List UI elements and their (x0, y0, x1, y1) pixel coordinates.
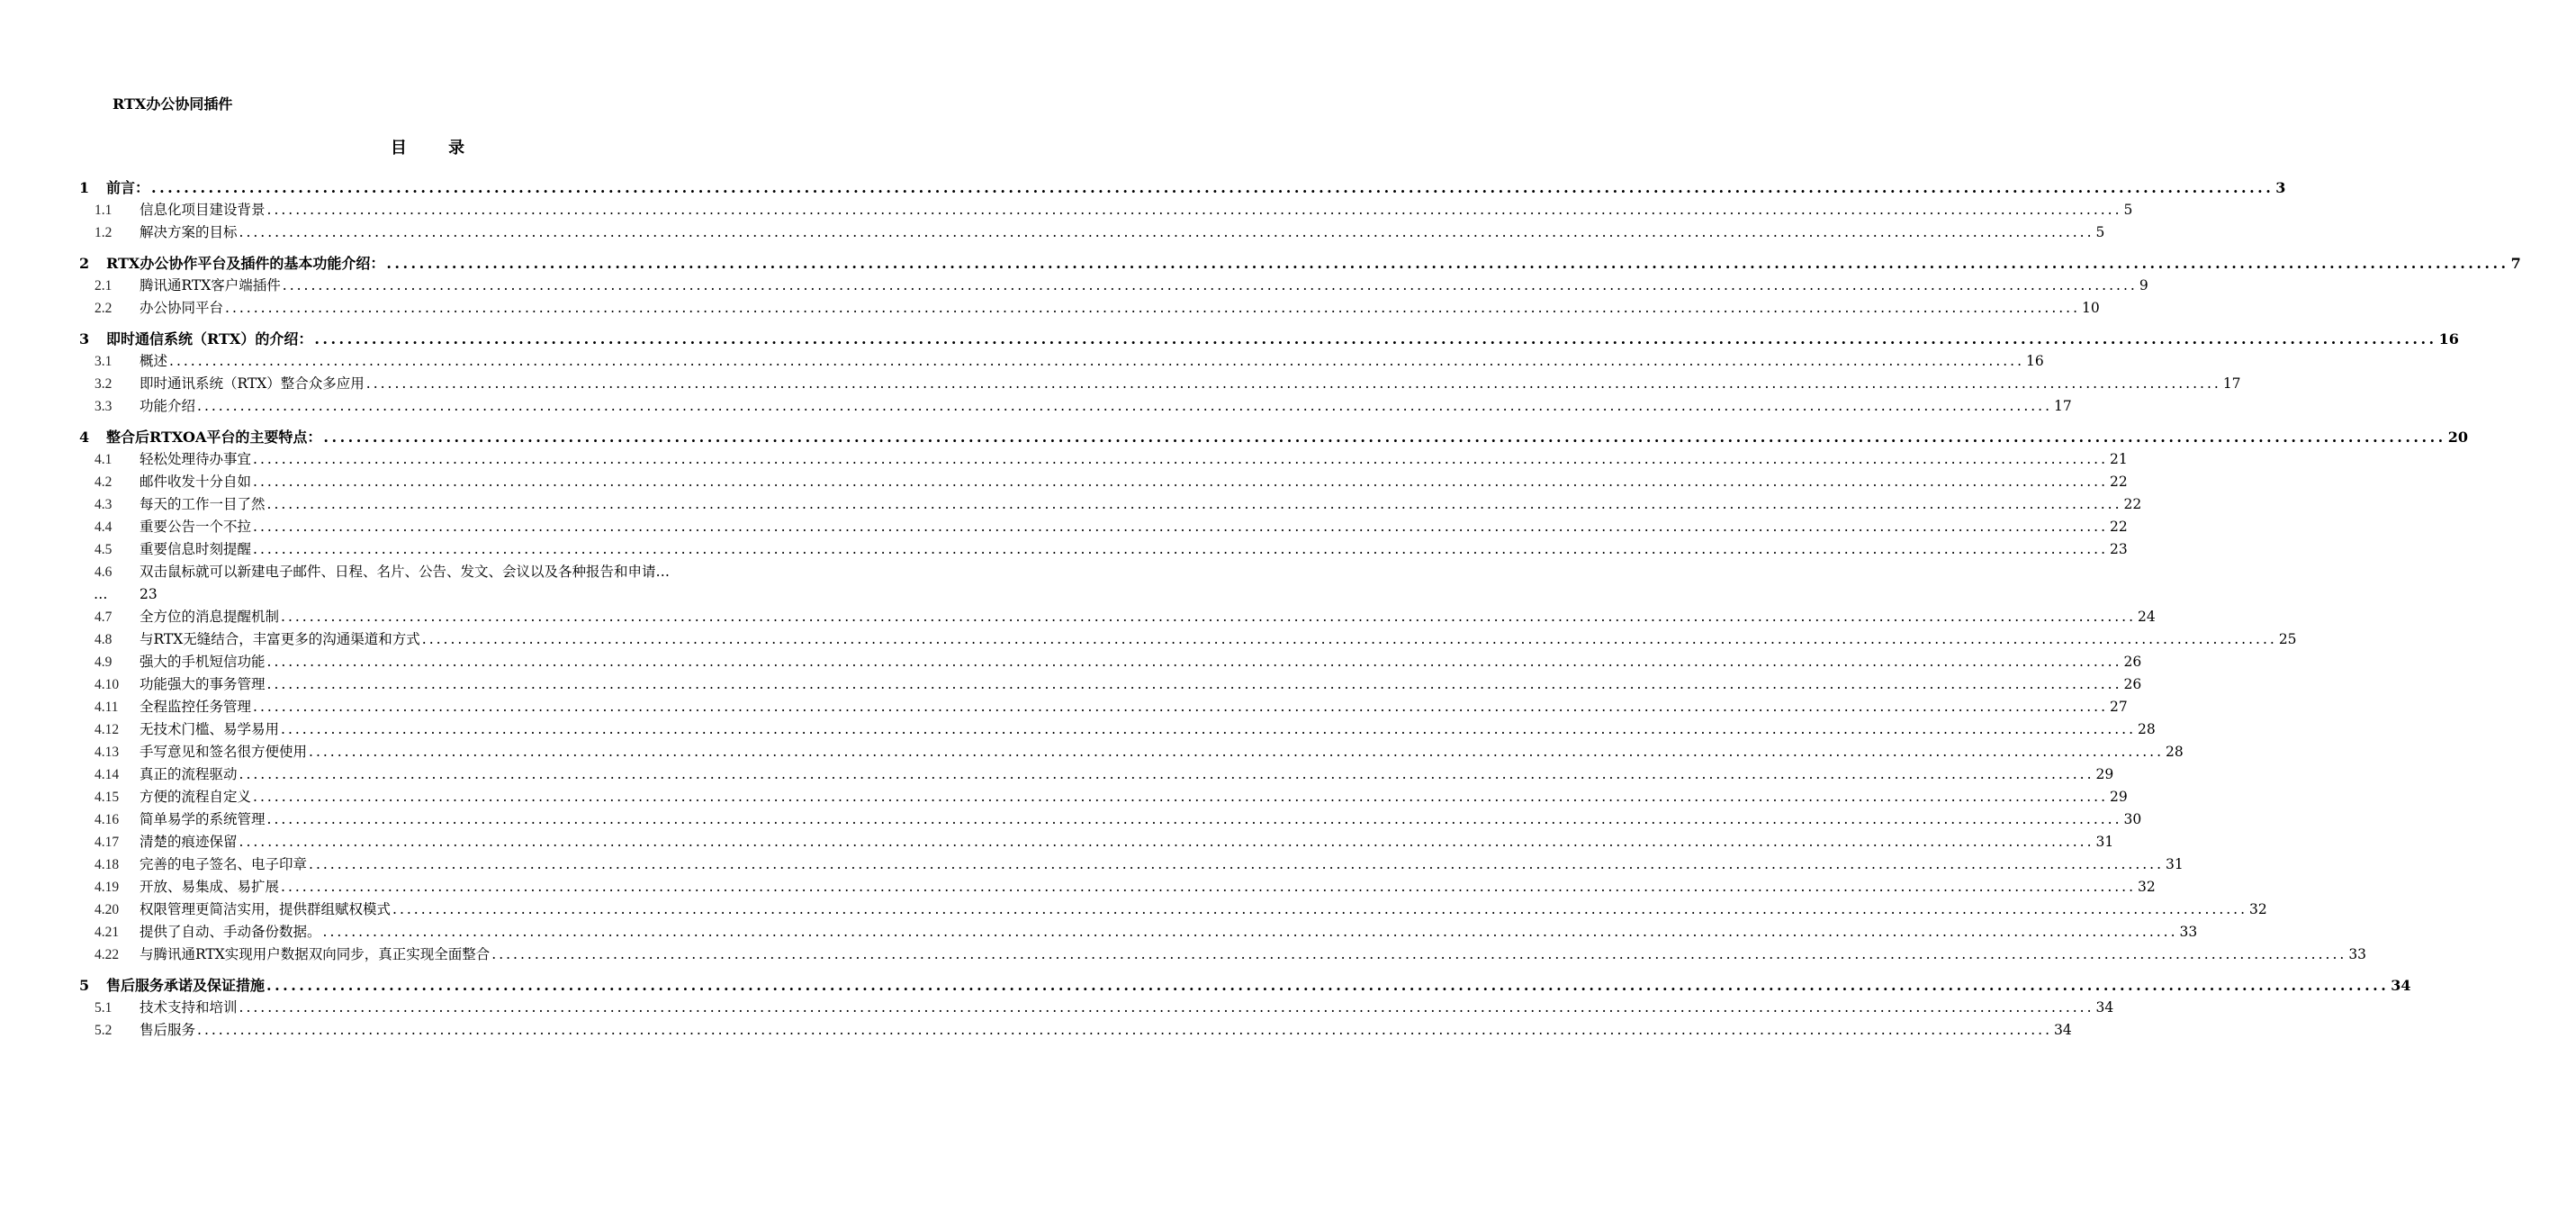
section-number: 2.2 (95, 301, 113, 316)
page-number: 33 (2348, 946, 2367, 962)
section-number: 3.3 (95, 399, 113, 414)
toc-section-entry[interactable] (0, 673, 2142, 696)
page-number: 28 (2138, 721, 2156, 737)
chapter-number: 3 (79, 330, 90, 348)
page-number: 27 (2110, 699, 2128, 715)
page-number: 29 (2110, 789, 2128, 805)
leader-dots: .................................................................................................................................................................................................................................................................... (239, 999, 2094, 1016)
toc-section-entry[interactable] (0, 471, 2128, 493)
section-title: 方便的流程自定义 (140, 789, 252, 805)
section-title: 信息化项目建设背景 (140, 202, 266, 218)
toc-section-entry[interactable] (0, 1019, 2072, 1042)
leader-dots: .................................................................................................................................................................................................................................................................... (197, 1022, 2053, 1038)
toc-section-entry[interactable] (0, 763, 2114, 786)
toc-section-entry[interactable] (0, 275, 2148, 297)
section-title: 腾讯通RTX客户端插件 (140, 277, 281, 293)
toc-section-entry[interactable] (0, 853, 2184, 876)
toc-chapter-entry[interactable] (0, 426, 2468, 448)
section-title: 功能介绍 (140, 398, 196, 414)
leader-dots: .................................................................................................................................................................................................................................................................... (309, 744, 2165, 760)
toc-section-entry[interactable] (0, 786, 2128, 808)
page-number: 16 (2026, 353, 2044, 369)
page-number: 34 (2391, 977, 2411, 994)
section-title: 即时通讯系统（RTX）整合众多应用 (140, 375, 365, 392)
section-title: 技术支持和培训 (140, 999, 238, 1016)
leader-dots: .................................................................................................................................................................................................................................................................... (239, 766, 2094, 782)
toc-section-entry[interactable] (0, 921, 2198, 944)
toc-section-entry[interactable] (0, 350, 2044, 373)
leader-dots: .................................................................................................................................................................................................................................................................... (266, 202, 2122, 218)
page-number: 26 (2123, 676, 2142, 692)
toc-section-entry[interactable] (0, 561, 855, 606)
section-title: 权限管理更简洁实用，提供群组赋权模式 (140, 901, 392, 917)
leader-dots: .................................................................................................................................................................................................................................................................... (266, 496, 2122, 512)
page-number: 7 (2510, 255, 2521, 272)
leader-dots: .................................................................................................................................................................................................................................................................... (225, 300, 2081, 316)
page-number: 31 (2166, 856, 2184, 872)
page-number: 32 (2249, 901, 2267, 917)
section-number: 4.2 (95, 474, 113, 490)
chapter-number: 1 (79, 179, 90, 196)
page-number: 17 (2054, 398, 2072, 414)
leader-dots: .................................................................................................................................................................................................................................................................... (266, 654, 2122, 670)
section-number: 4.19 (95, 880, 120, 895)
section-title: 售后服务 (140, 1022, 196, 1038)
leader-dots: .................................................................................................................................................................................................................................................................... (239, 224, 2094, 240)
section-title: 重要信息时刻提醒 (140, 541, 252, 557)
section-number: 4.1 (95, 452, 113, 467)
page-number: 34 (2054, 1022, 2072, 1038)
section-number: 4.15 (95, 790, 120, 805)
leader-dots: .................................................................................................................................................................................................................................................................... (266, 811, 2122, 827)
page-number: 26 (2123, 654, 2142, 670)
leader-dots: .................................................................................................................................................................................................................................................................... (253, 451, 2109, 467)
section-title: 完善的电子签名、电子印章 (140, 856, 308, 872)
toc-section-entry[interactable] (0, 221, 2105, 244)
section-number: 5.2 (95, 1023, 113, 1038)
page-number: 32 (2138, 879, 2156, 895)
section-number: 4.21 (95, 925, 120, 940)
toc-section-entry[interactable] (0, 373, 2241, 395)
continuation-mark: … (94, 586, 108, 602)
toc-section-entry[interactable] (0, 493, 2142, 516)
page-number: 34 (2095, 999, 2114, 1016)
page-number: 30 (2123, 811, 2142, 827)
page-number: 31 (2095, 834, 2114, 850)
section-title: 与RTX无缝结合，丰富更多的沟通渠道和方式 (140, 631, 420, 647)
section-number: 3.2 (95, 376, 113, 392)
chapter-number: 4 (79, 429, 90, 446)
page-number: 29 (2095, 766, 2114, 782)
section-title: 解决方案的目标 (140, 224, 238, 240)
toc-chapter-entry[interactable] (0, 328, 2459, 350)
section-number: 4.22 (95, 947, 120, 962)
section-title: 全程监控任务管理 (140, 699, 252, 715)
section-title: 全方位的消息提醒机制 (140, 609, 280, 625)
section-number: 3.1 (95, 354, 113, 369)
page-number: 25 (2278, 631, 2297, 647)
toc-section-entry[interactable] (0, 997, 2114, 1019)
section-number: 2.1 (95, 278, 113, 293)
toc-title: 目 录 (390, 139, 483, 158)
toc-section-entry[interactable] (0, 628, 2297, 651)
toc-section-entry[interactable] (0, 448, 2128, 471)
section-title: 简单易学的系统管理 (140, 811, 266, 827)
toc-chapter-entry[interactable] (0, 252, 2521, 275)
leader-dots: .................................................................................................................................................................................................................................................................... (282, 277, 2138, 293)
chapter-title: 售后服务承诺及保证措施 (106, 977, 266, 994)
section-title: 清楚的痕迹保留 (140, 834, 238, 850)
page-number: 21 (2110, 451, 2128, 467)
toc-section-entry[interactable] (0, 808, 2142, 831)
chapter-title: 整合后RTXOA平台的主要特点： (106, 429, 322, 446)
chapter-number: 2 (79, 255, 90, 272)
toc-chapter-entry[interactable] (0, 974, 2411, 997)
section-title: 无技术门槛、易学易用 (140, 721, 280, 737)
section-title: 功能强大的事务管理 (140, 676, 266, 692)
section-title: 办公协同平台 (140, 300, 224, 316)
section-number: 4.20 (95, 902, 120, 917)
leader-dots: .................................................................................................................................................................................................................................................................... (197, 398, 2053, 414)
leader-dots: .................................................................................................................................................................................................................................................................... (322, 924, 2178, 940)
section-number: 4.5 (95, 542, 113, 557)
section-number: 4.13 (95, 745, 120, 760)
toc-section-entry[interactable] (0, 297, 2100, 320)
page-number: 22 (2110, 519, 2128, 535)
leader-dots: .................................................................................................................................................................................................................................................................... (253, 474, 2109, 490)
toc-section-entry[interactable] (0, 898, 2267, 921)
page-number: 22 (2110, 474, 2128, 490)
leader-dots: .................................................................................................................................................................................................................................................................... (281, 879, 2137, 895)
section-title: 与腾讯通RTX实现用户数据双向同步，真正实现全面整合 (140, 946, 491, 962)
section-title: 轻松处理待办事宜 (140, 451, 252, 467)
section-title: 真正的流程驱动 (140, 766, 238, 782)
section-title: 重要公告一个不拉 (140, 519, 252, 535)
toc-section-entry[interactable] (0, 395, 2072, 418)
toc-section-entry[interactable] (0, 516, 2128, 538)
section-number: 5.1 (95, 1000, 113, 1016)
section-title: 双击鼠标就可以新建电子邮件、日程、名片、公告、发文、会议以及各种报告和申请… (140, 564, 671, 580)
page-number: 23 (140, 586, 158, 602)
section-title: 提供了自动、手动备份数据。 (140, 924, 321, 940)
leader-dots: .................................................................................................................................................................................................................................................................... (239, 834, 2094, 850)
toc-section-entry[interactable] (0, 696, 2128, 718)
toc-section-entry[interactable] (0, 741, 2184, 763)
page-number: 33 (2179, 924, 2198, 940)
section-number: 4.14 (95, 767, 120, 782)
section-number: 4.4 (95, 519, 113, 535)
chapter-title: RTX办公协作平台及插件的基本功能介绍： (106, 255, 385, 272)
section-number: 4.8 (95, 632, 113, 647)
page-number: 23 (2110, 541, 2128, 557)
page-number: 28 (2166, 744, 2184, 760)
toc-chapter-entry[interactable] (0, 176, 2286, 199)
section-number: 4.17 (95, 835, 120, 850)
toc-section-entry[interactable] (0, 718, 2156, 741)
leader-dots: .................................................................................................................................................................................................................................................................... (323, 429, 2446, 446)
leader-dots: .................................................................................................................................................................................................................................................................... (151, 179, 2274, 196)
chapter-number: 5 (79, 977, 90, 994)
toc-section-entry[interactable] (0, 944, 2367, 966)
entry-line (0, 561, 855, 583)
chapter-title: 即时通信系统（RTX）的介绍： (106, 330, 313, 348)
section-number: 4.3 (95, 497, 113, 512)
section-title: 每天的工作一目了然 (140, 496, 266, 512)
leader-dots: .................................................................................................................................................................................................................................................................... (266, 676, 2122, 692)
section-title: 强大的手机短信功能 (140, 654, 266, 670)
page-number: 22 (2123, 496, 2142, 512)
section-number: 1.1 (95, 203, 113, 218)
section-title: 开放、易集成、易扩展 (140, 879, 280, 895)
leader-dots: .................................................................................................................................................................................................................................................................... (253, 519, 2109, 535)
table-of-contents (0, 176, 2521, 1042)
page-number: 5 (2123, 202, 2133, 218)
page-number: 20 (2447, 429, 2468, 446)
section-number: 4.10 (95, 677, 120, 692)
section-number: 4.12 (95, 722, 120, 737)
page-number: 9 (2139, 277, 2148, 293)
leader-dots: .................................................................................................................................................................................................................................................................... (309, 856, 2165, 872)
page-number: 17 (2222, 375, 2241, 392)
toc-section-entry[interactable] (0, 876, 2156, 898)
toc-section-entry[interactable] (0, 538, 2128, 561)
leader-dots: .................................................................................................................................................................................................................................................................... (266, 977, 2390, 994)
page-number: 3 (2275, 179, 2286, 196)
leader-dots: .................................................................................................................................................................................................................................................................... (491, 946, 2347, 962)
section-number: 4.6 (95, 564, 113, 580)
leader-dots: .................................................................................................................................................................................................................................................................... (314, 330, 2437, 348)
leader-dots: .................................................................................................................................................................................................................................................................... (253, 789, 2109, 805)
section-number: 4.18 (95, 857, 120, 872)
section-number: 4.16 (95, 812, 120, 827)
toc-section-entry[interactable] (0, 606, 2156, 628)
leader-dots: .................................................................................................................................................................................................................................................................... (365, 375, 2221, 392)
page-number: 16 (2438, 330, 2459, 348)
toc-section-entry[interactable] (0, 199, 2133, 221)
section-number: 4.7 (95, 610, 113, 625)
leader-dots: .................................................................................................................................................................................................................................................................... (281, 609, 2137, 625)
page-number: 24 (2138, 609, 2156, 625)
section-title: 邮件收发十分自如 (140, 474, 252, 490)
leader-dots: .................................................................................................................................................................................................................................................................... (421, 631, 2277, 647)
leader-dots: .................................................................................................................................................................................................................................................................... (281, 721, 2137, 737)
page-number: 10 (2082, 300, 2100, 316)
page-number: 5 (2095, 224, 2105, 240)
entry-line (0, 583, 855, 606)
section-number: 4.9 (95, 655, 113, 670)
leader-dots: .................................................................................................................................................................................................................................................................... (253, 699, 2109, 715)
leader-dots: .................................................................................................................................................................................................................................................................... (253, 541, 2109, 557)
chapter-title: 前言： (106, 179, 150, 196)
toc-section-entry[interactable] (0, 831, 2114, 853)
section-title: 手写意见和签名很方便使用 (140, 744, 308, 760)
section-number: 4.11 (95, 700, 119, 715)
toc-section-entry[interactable] (0, 651, 2142, 673)
section-title: 概述 (140, 353, 168, 369)
leader-dots: .................................................................................................................................................................................................................................................................... (386, 255, 2509, 272)
leader-dots: .................................................................................................................................................................................................................................................................... (169, 353, 2025, 369)
section-number: 1.2 (95, 225, 113, 240)
leader-dots: .................................................................................................................................................................................................................................................................... (392, 901, 2248, 917)
document-header: RTX办公协同插件 (113, 95, 233, 113)
